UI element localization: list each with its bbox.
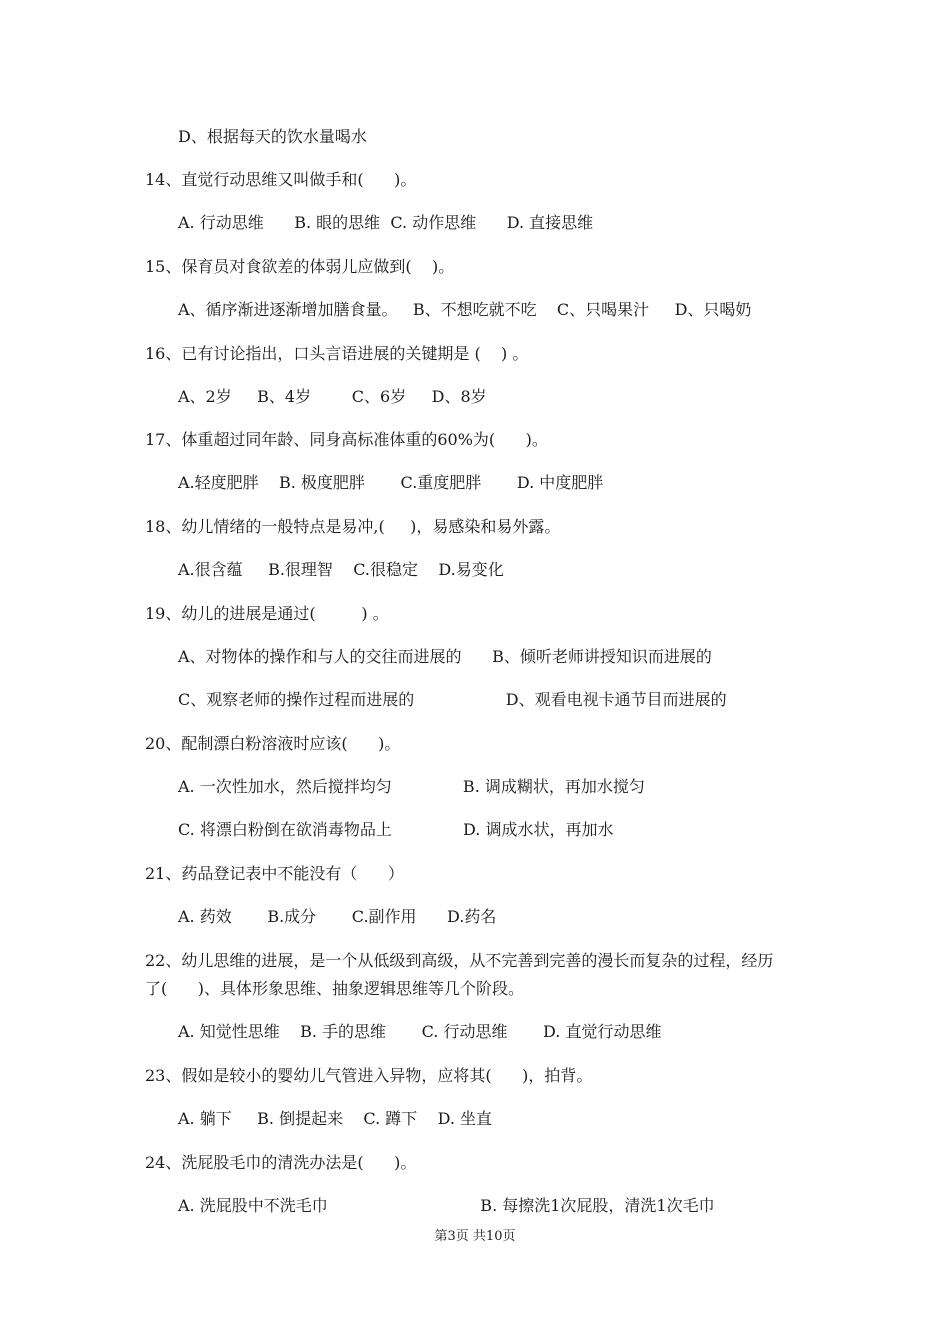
q15-options: A、循序渐进逐渐增加膳食量。 B、不想吃就不吃 C、只喝果汁 D、只喝奶 <box>178 300 752 319</box>
question-17: 17、体重超过同年龄、同身高标准体重的60%为( )。 <box>145 430 548 449</box>
question-14: 14、直觉行动思维又叫做手和( )。 <box>145 170 417 189</box>
q14-options: A. 行动思维 B. 眼的思维 C. 动作思维 D. 直接思维 <box>178 213 594 232</box>
question-19: 19、幼儿的进展是通过( ) 。 <box>145 604 389 623</box>
page-footer: 第3页 共10页 <box>434 1229 516 1244</box>
question-15: 15、保育员对食欲差的体弱儿应做到( )。 <box>145 257 455 276</box>
q17-options: A.轻度肥胖 B. 极度肥胖 C.重度肥胖 D. 中度肥胖 <box>178 473 604 492</box>
q16-options: A、2岁 B、4岁 C、6岁 D、8岁 <box>178 387 487 406</box>
q20-options-cd: C. 将漂白粉倒在欲消毒物品上 D. 调成水状，再加水 <box>178 820 614 839</box>
q13-option-d: D、根据每天的饮水量喝水 <box>178 127 367 146</box>
q18-options: A.很含蕴 B.很理智 C.很稳定 D.易变化 <box>178 560 504 579</box>
question-24: 24、洗屁股毛巾的清洗办法是( )。 <box>145 1153 417 1172</box>
question-18: 18、幼儿情绪的一般特点是易冲,( )，易感染和易外露。 <box>145 517 561 536</box>
q19-options-ab: A、对物体的操作和与人的交往而进展的 B、倾听老师讲授知识而进展的 <box>178 647 712 666</box>
q20-options-ab: A. 一次性加水，然后搅拌均匀 B. 调成糊状，再加水搅匀 <box>178 777 645 796</box>
question-21: 21、药品登记表中不能没有（ ） <box>145 864 404 883</box>
q23-options: A. 躺下 B. 倒提起来 C. 蹲下 D. 坐直 <box>178 1109 493 1128</box>
q24-options: A. 洗屁股中不洗毛巾 B. 每擦洗1次屁股，清洗1次毛巾 <box>178 1196 715 1215</box>
q22-options: A. 知觉性思维 B. 手的思维 C. 行动思维 D. 直觉行动思维 <box>178 1022 662 1041</box>
q19-options-cd: C、观察老师的操作过程而进展的 D、观看电视卡通节目而进展的 <box>178 690 727 709</box>
question-22-cont: 了( )、具体形象思维、抽象逻辑思维等几个阶段。 <box>145 979 525 998</box>
question-22: 22、幼儿思维的进展，是一个从低级到高级，从不完善到完善的漫长而复杂的过程，经历 <box>145 951 774 970</box>
question-23: 23、假如是较小的婴幼儿气管进入异物，应将其( )，拍背。 <box>145 1066 593 1085</box>
question-16: 16、已有讨论指出，口头言语进展的关键期是 ( ) 。 <box>145 344 529 363</box>
question-20: 20、配制漂白粉溶液时应该( )。 <box>145 734 401 753</box>
q21-options: A. 药效 B.成分 C.副作用 D.药名 <box>178 907 497 926</box>
